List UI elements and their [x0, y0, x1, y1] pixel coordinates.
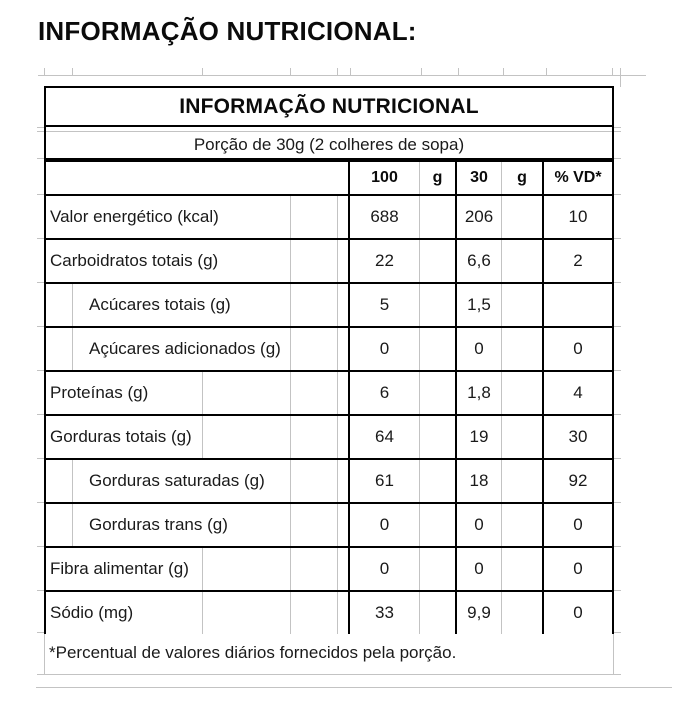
row-label-cell — [46, 240, 350, 282]
percent-dv: 2 — [573, 251, 583, 270]
row-label-cell — [46, 548, 350, 590]
gridline — [337, 592, 338, 634]
gridline — [337, 548, 338, 590]
gridline — [614, 632, 621, 633]
gridline — [37, 414, 44, 415]
table-row — [46, 372, 612, 416]
unit-cell — [420, 372, 457, 414]
unit-cell — [420, 284, 457, 326]
gridline — [37, 131, 44, 132]
table-row — [46, 240, 612, 284]
value-per-100g: 688 — [350, 196, 420, 238]
gridline — [37, 632, 44, 633]
gridline — [72, 328, 73, 370]
gridline — [38, 75, 646, 76]
value-per-30g: 0 — [457, 548, 502, 590]
row-label: Gorduras totais (g) — [46, 416, 199, 458]
percent-dv: 0 — [573, 603, 583, 622]
gridline — [620, 68, 621, 75]
column-header-100: 100 — [350, 162, 420, 194]
value-per-30g: 0 — [457, 504, 502, 546]
gridline — [614, 458, 621, 459]
row-label-cell — [46, 460, 350, 502]
unit-cell — [502, 240, 544, 282]
row-label: Proteínas (g) — [46, 372, 155, 414]
value-per-100g: 64 — [350, 416, 420, 458]
table-row — [46, 416, 612, 460]
table-row — [46, 548, 612, 592]
unit-cell — [502, 328, 544, 370]
value-per-100g: 61 — [350, 460, 420, 502]
gridline — [290, 504, 291, 546]
unit-cell — [502, 372, 544, 414]
value-per-30g: 0 — [457, 328, 502, 370]
table-row — [46, 284, 612, 328]
unit-cell — [502, 460, 544, 502]
gridline — [337, 372, 338, 414]
gridline — [614, 282, 621, 283]
value-per-100g: 0 — [350, 504, 420, 546]
gridline — [614, 158, 621, 159]
percent-dv: 10 — [568, 207, 588, 226]
value-per-100g: 22 — [350, 240, 420, 282]
row-label: Carboidratos totais (g) — [46, 240, 225, 282]
gridline — [202, 68, 203, 75]
gridline — [37, 502, 44, 503]
row-label: Acúcares totais (g) — [85, 284, 238, 326]
unit-cell — [502, 196, 544, 238]
percent-dv: 4 — [573, 383, 583, 402]
footnote-text: *Percentual de valores diários fornecidos pela porção. — [49, 643, 457, 662]
gridline — [614, 370, 621, 371]
gridline — [290, 460, 291, 502]
gridline — [37, 238, 44, 239]
gridline — [37, 370, 44, 371]
gridline — [72, 504, 73, 546]
value-per-30g: 19 — [457, 416, 502, 458]
gridline — [37, 458, 44, 459]
row-label: Valor energético (kcal) — [46, 196, 226, 238]
gridline — [44, 68, 45, 75]
percent-dv — [544, 284, 612, 326]
gridline — [612, 68, 613, 75]
gridline — [37, 158, 44, 159]
unit-cell — [420, 460, 457, 502]
header-row — [46, 162, 612, 196]
unit-cell — [420, 592, 457, 634]
value-per-100g: 0 — [350, 328, 420, 370]
row-label: Sódio (mg) — [46, 592, 140, 634]
unit-cell — [420, 328, 457, 370]
row-label-cell — [46, 284, 350, 326]
gridline — [290, 284, 291, 326]
column-header-g2: g — [502, 162, 544, 194]
gridline — [290, 548, 291, 590]
table-row — [46, 460, 612, 504]
gridline — [503, 68, 504, 75]
value-per-30g: 6,6 — [457, 240, 502, 282]
gridline — [337, 416, 338, 458]
percent-dv: 92 — [568, 471, 588, 490]
gridline — [290, 240, 291, 282]
gridline — [350, 68, 351, 75]
gridline — [614, 194, 621, 195]
value-per-100g: 0 — [350, 548, 420, 590]
table-row — [46, 328, 612, 372]
unit-cell — [502, 548, 544, 590]
row-label-cell — [46, 372, 350, 414]
unit-cell — [502, 592, 544, 634]
column-header-percent-vd: % VD* — [554, 169, 602, 186]
row-label: Fibra alimentar (g) — [46, 548, 196, 590]
unit-cell — [502, 416, 544, 458]
column-header-blank — [46, 162, 350, 194]
value-per-30g: 1,8 — [457, 372, 502, 414]
gridline — [614, 238, 621, 239]
table-row — [46, 592, 612, 634]
gridline — [72, 284, 73, 326]
gridline — [614, 502, 621, 503]
table-row — [46, 504, 612, 548]
gridline — [37, 194, 44, 195]
gridline — [72, 460, 73, 502]
row-label-cell — [46, 328, 350, 370]
value-per-30g: 9,9 — [457, 592, 502, 634]
gridline — [202, 548, 203, 590]
gridline — [37, 326, 44, 327]
percent-dv: 0 — [573, 559, 583, 578]
value-per-100g: 5 — [350, 284, 420, 326]
gridline — [290, 196, 291, 238]
gridline — [337, 284, 338, 326]
row-label: Gorduras saturadas (g) — [85, 460, 272, 502]
gridline — [614, 674, 621, 675]
nutrition-table — [44, 86, 614, 636]
gridline — [72, 68, 73, 75]
value-per-100g: 33 — [350, 592, 420, 634]
unit-cell — [420, 240, 457, 282]
gridline — [290, 328, 291, 370]
gridline — [337, 240, 338, 282]
row-label-cell — [46, 504, 350, 546]
value-per-30g: 18 — [457, 460, 502, 502]
gridline — [458, 68, 459, 75]
table-title: INFORMAÇÃO NUTRICIONAL — [46, 88, 612, 127]
gridline — [614, 546, 621, 547]
gridline — [546, 68, 547, 75]
column-header-30: 30 — [457, 162, 502, 194]
gridline — [614, 414, 621, 415]
unit-cell — [502, 504, 544, 546]
table-row — [46, 196, 612, 240]
row-label-cell — [46, 592, 350, 634]
gridline — [37, 127, 44, 128]
gridline — [614, 131, 621, 132]
gridline — [337, 196, 338, 238]
gridline — [202, 416, 203, 458]
value-per-30g: 206 — [457, 196, 502, 238]
gridline — [290, 592, 291, 634]
row-label-cell — [46, 416, 350, 458]
gridline — [290, 416, 291, 458]
gridline — [421, 68, 422, 75]
gridline — [337, 68, 338, 75]
unit-cell — [420, 504, 457, 546]
gridline — [337, 460, 338, 502]
row-label: Gorduras trans (g) — [85, 504, 235, 546]
unit-cell — [420, 548, 457, 590]
percent-dv: 0 — [573, 339, 583, 358]
unit-cell — [420, 416, 457, 458]
value-per-100g: 6 — [350, 372, 420, 414]
gridline — [37, 546, 44, 547]
row-label: Açúcares adicionados (g) — [85, 328, 288, 370]
gridline — [37, 590, 44, 591]
page-title: INFORMAÇÃO NUTRICIONAL: — [38, 16, 417, 46]
row-label-cell — [46, 196, 350, 238]
gridline — [290, 372, 291, 414]
gridline — [290, 68, 291, 75]
unit-cell — [502, 284, 544, 326]
gridline — [614, 326, 621, 327]
gridline — [36, 687, 672, 688]
gridline — [202, 372, 203, 414]
percent-dv: 0 — [573, 515, 583, 534]
gridline — [614, 127, 621, 128]
portion-row: Porção de 30g (2 colheres de sopa) — [46, 132, 612, 162]
gridline — [620, 75, 621, 87]
unit-cell — [420, 196, 457, 238]
column-header-g1: g — [420, 162, 457, 194]
footnote — [44, 634, 614, 675]
value-per-30g: 1,5 — [457, 284, 502, 326]
gridline — [37, 282, 44, 283]
gridline — [614, 590, 621, 591]
gridline — [202, 592, 203, 634]
gridline — [37, 674, 44, 675]
gridline — [337, 328, 338, 370]
gridline — [337, 504, 338, 546]
percent-dv: 30 — [568, 427, 588, 446]
